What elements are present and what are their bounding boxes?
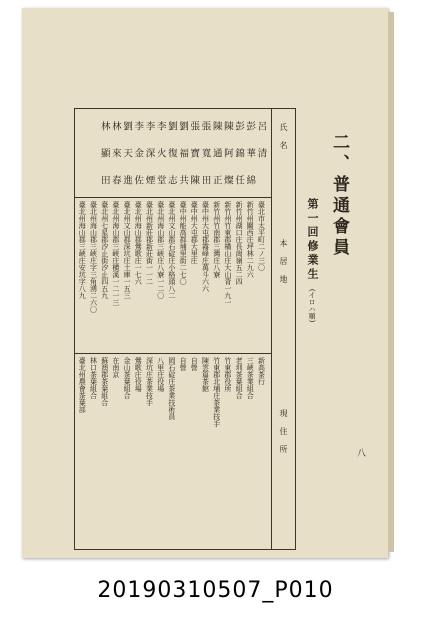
member-residence: 深坑庄茶業技手 bbox=[145, 357, 154, 406]
member-address: 臺北州海山郡鶯歌庄一七六 bbox=[134, 201, 143, 285]
image-caption: 20190310507_P010 bbox=[97, 578, 334, 603]
member-address: 臺北州海山郡三峽庄横溪一二一三 bbox=[111, 201, 120, 306]
group-note: (イロハ順) bbox=[308, 288, 316, 323]
member-address: 臺北州海山郡三峽庄安坑字八九 bbox=[78, 201, 87, 299]
member-name: 張 寬 田 bbox=[199, 121, 211, 189]
member-residence: 自營 bbox=[179, 357, 188, 371]
member-residence: 老圳茶葉組合 bbox=[235, 357, 244, 399]
member-address: 新竹州竹南郡三灣庄八寮 bbox=[212, 201, 221, 278]
member-address: 臺北州海山郡三峽庄八寮一二〇 bbox=[156, 201, 165, 299]
member-name: 劉 天 進 bbox=[121, 121, 133, 189]
member-name: 劉 復 志 bbox=[165, 121, 177, 189]
document-page bbox=[22, 8, 388, 558]
member-address: 臺北州文山郡石碇庄小格頭八二 bbox=[167, 201, 176, 299]
member-residence: 自營 bbox=[190, 357, 199, 371]
member-address: 新竹州竹東郡橫山庄大山背一九一 bbox=[223, 201, 232, 306]
member-residence: 在南京 bbox=[111, 357, 120, 378]
member-address: 臺北州七星郡汐止街汐止四五九 bbox=[100, 201, 109, 299]
group-title bbox=[304, 198, 320, 322]
header-name: 氏名 bbox=[279, 123, 288, 159]
member-address: 臺北州新莊郡新莊街一一二 bbox=[145, 201, 154, 285]
member-address: 臺中州能高郡埔里街二七〇 bbox=[179, 201, 188, 285]
member-residence: 三峽茶業組合 bbox=[246, 357, 255, 399]
member-residence: 岡石碇庄茶業技術員 bbox=[167, 357, 176, 420]
member-address: 臺北州文山郡深坑庄土庫一五三 bbox=[123, 201, 132, 299]
member-residence: 臺北州農會茶葉部 bbox=[78, 357, 87, 413]
member-name: 彭 華 綿 bbox=[244, 121, 256, 189]
member-residence: 八里庄役場 bbox=[156, 357, 165, 392]
member-name: 劉 福 共 bbox=[177, 121, 189, 189]
header-column-divider bbox=[271, 109, 272, 549]
member-residence: 金山茶葉組合 bbox=[123, 357, 132, 399]
member-name: 李 金 佐 bbox=[132, 121, 144, 189]
member-name: 李 深 煙 bbox=[143, 121, 155, 189]
member-residence: 蘇澳郡茶葉組合 bbox=[100, 357, 109, 406]
member-address: 新竹州湖口庄長崗嶺五二四 bbox=[235, 201, 244, 285]
member-name: 陳 阿 燦 bbox=[221, 121, 233, 189]
member-residence: 陳雲篇茶館 bbox=[201, 357, 210, 392]
member-residence: 竹東郡役所 bbox=[223, 357, 232, 392]
member-table bbox=[74, 108, 296, 550]
member-address: 臺中州大屯郡大里庄 bbox=[190, 201, 199, 264]
member-address: 臺北市太平町二ノ三〇 bbox=[257, 201, 266, 271]
header-address: 本居地 bbox=[279, 239, 288, 293]
member-name: 陳 通 正 bbox=[210, 121, 222, 189]
member-address: 新竹州關西庄坪林二九六 bbox=[246, 201, 255, 278]
member-name: 林 顯 田 bbox=[98, 121, 110, 189]
member-residence: 林口茶葉組合 bbox=[89, 357, 98, 399]
member-name: 李 火 堂 bbox=[154, 121, 166, 189]
member-residence: 鶯歌庄役場 bbox=[134, 357, 143, 392]
name-address-divider bbox=[75, 197, 271, 198]
header-residence: 現住所 bbox=[279, 409, 288, 463]
member-address: 臺北州海山郡三峽庄字三角湧二六〇 bbox=[89, 201, 98, 313]
member-address: 臺中州大屯郡霧峰庄萬斗六六 bbox=[201, 201, 210, 292]
address-residence-divider bbox=[75, 353, 271, 354]
member-residence: 竹東郡北埔庄茶業技手 bbox=[212, 357, 221, 427]
member-name: 彭 錦 任 bbox=[233, 121, 245, 189]
group-title-text: 第一回修業生 bbox=[306, 198, 319, 282]
member-name: 呂 清 bbox=[255, 121, 267, 162]
page-number: 八 bbox=[357, 449, 367, 459]
member-name: 林 來 春 bbox=[109, 121, 121, 189]
section-title: 二、普通會員 bbox=[329, 133, 349, 259]
member-name: 張 寶 陳 bbox=[188, 121, 200, 189]
member-residence: 新高茶行 bbox=[257, 357, 266, 385]
